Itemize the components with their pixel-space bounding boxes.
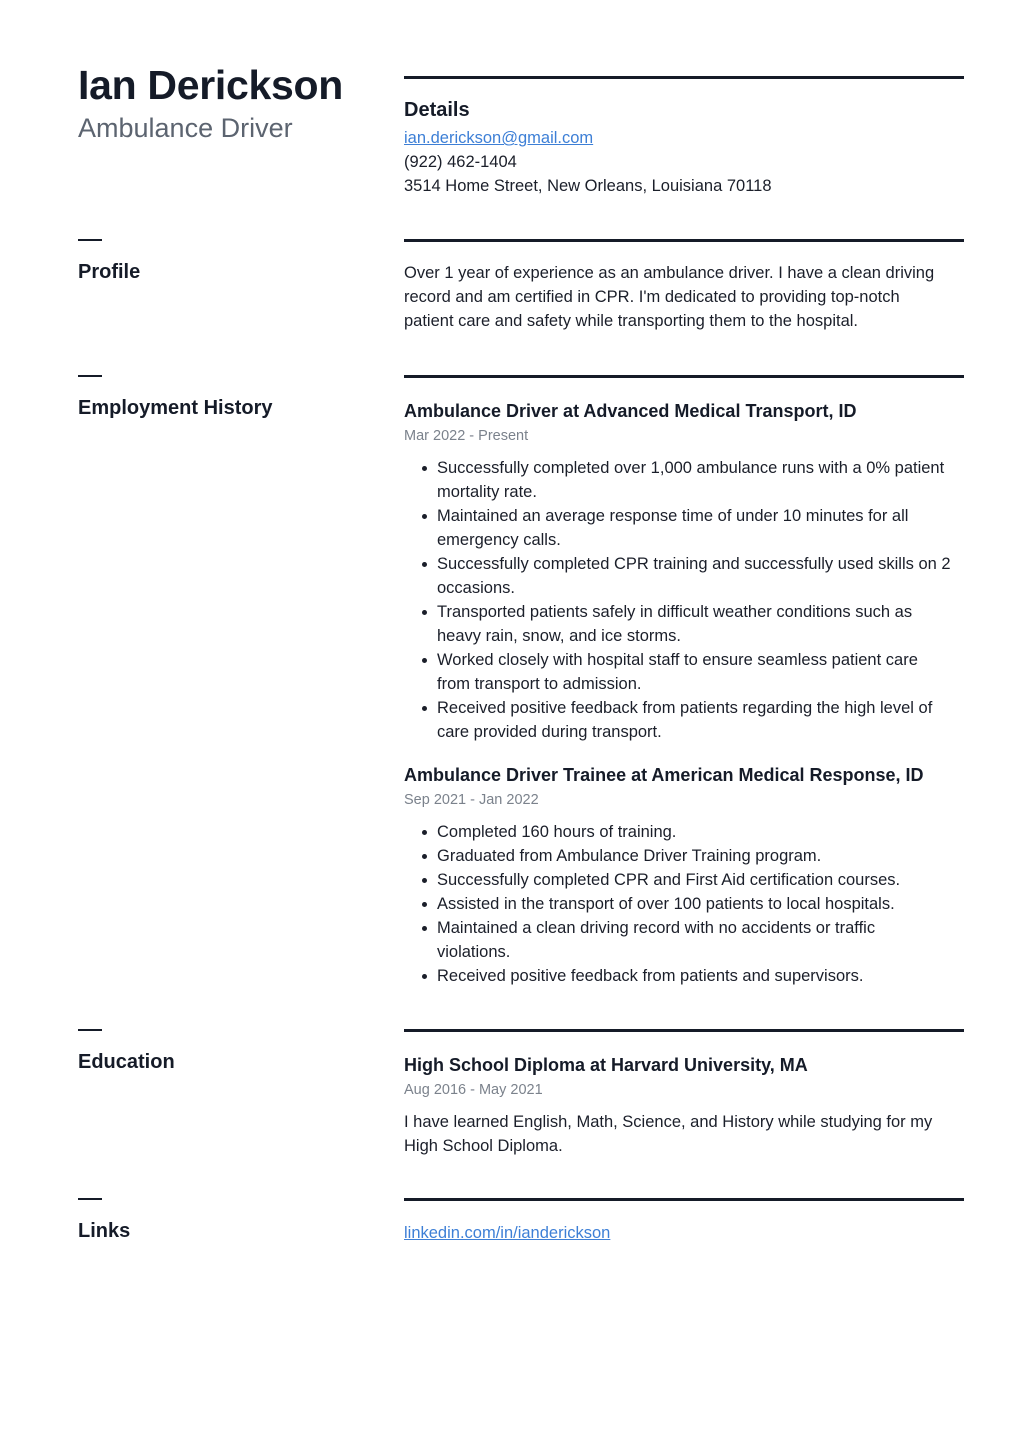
education-dates: Aug 2016 - May 2021 [404,1082,543,1098]
bullet-item: Graduated from Ambulance Driver Training program. [404,844,964,868]
section-divider [404,1198,964,1201]
section-divider [404,76,964,79]
job-bullets [404,820,964,988]
email-link[interactable]: ian.derickson@gmail.com [404,129,594,147]
phone-number: (922) 462-1404 [404,153,517,171]
profile-text-line: record and am certified in CPR. I'm dedicated to providing top-notch [404,288,900,306]
education-label: Education [78,1051,175,1073]
address: 3514 Home Street, New Orleans, Louisiana 70118 [404,177,772,195]
bullet-item: Successfully completed CPR and First Aid certification courses. [404,868,964,892]
bullet-item: Received positive feedback from patients and supervisors. [404,964,964,988]
label-dash [78,375,102,377]
employment-section [404,375,964,988]
links-label: Links [78,1220,131,1242]
section-divider [404,1029,964,1032]
candidate-title: Ambulance Driver [78,113,293,143]
bullet-item: Maintained a clean driving record with no accidents or traffic violations. [404,916,964,964]
profile-label: Profile [78,261,141,283]
label-dash [78,1198,102,1200]
bullet-item: Successfully completed over 1,000 ambulance runs with a 0% patient mortality rate. [404,456,964,504]
section-divider [404,375,964,378]
candidate-name: Ian Derickson [78,62,343,108]
employment-label: Employment History [78,397,273,419]
label-dash [78,1029,102,1031]
education-section [404,1029,964,1158]
section-divider [404,239,964,242]
education-title: High School Diploma at Harvard University, MA [404,1055,808,1075]
details-section [404,76,964,198]
profile-text-line: Over 1 year of experience as an ambulance driver. I have a clean driving [404,264,935,282]
education-label-block [78,1029,175,1074]
profile-text-line: patient care and safety while transporting them to the hospital. [404,312,859,330]
education-text-line: I have learned English, Math, Science, and History while studying for my [404,1113,933,1131]
job-bullets [404,456,964,744]
job-entry [404,399,964,744]
bullet-item: Transported patients safely in difficult weather conditions such as heavy rain, snow, and ice storms. [404,600,964,648]
bullet-item: Completed 160 hours of training. [404,820,964,844]
job-title: Ambulance Driver at Advanced Medical Transport, ID [404,401,857,421]
education-text-line: High School Diploma. [404,1137,563,1155]
label-dash [78,239,102,241]
details-heading: Details [404,99,470,121]
linkedin-link[interactable]: linkedin.com/in/ianderickson [404,1224,611,1242]
bullet-item: Maintained an average response time of under 10 minutes for all emergency calls. [404,504,964,552]
bullet-item: Successfully completed CPR training and successfully used skills on 2 occasions. [404,552,964,600]
job-dates: Sep 2021 - Jan 2022 [404,792,539,808]
bullet-item: Worked closely with hospital staff to ensure seamless patient care from transport to admission. [404,648,964,696]
bullet-item: Received positive feedback from patients regarding the high level of care provided during transport. [404,696,964,744]
job-dates: Mar 2022 - Present [404,428,529,444]
job-title: Ambulance Driver Trainee at American Medical Response, ID [404,765,924,785]
profile-label-block [78,239,140,284]
employment-label-block [78,375,272,420]
links-section [404,1198,964,1245]
profile-section [404,239,964,333]
job-entry [404,763,964,988]
bullet-item: Assisted in the transport of over 100 patients to local hospitals. [404,892,964,916]
links-label-block [78,1198,130,1243]
